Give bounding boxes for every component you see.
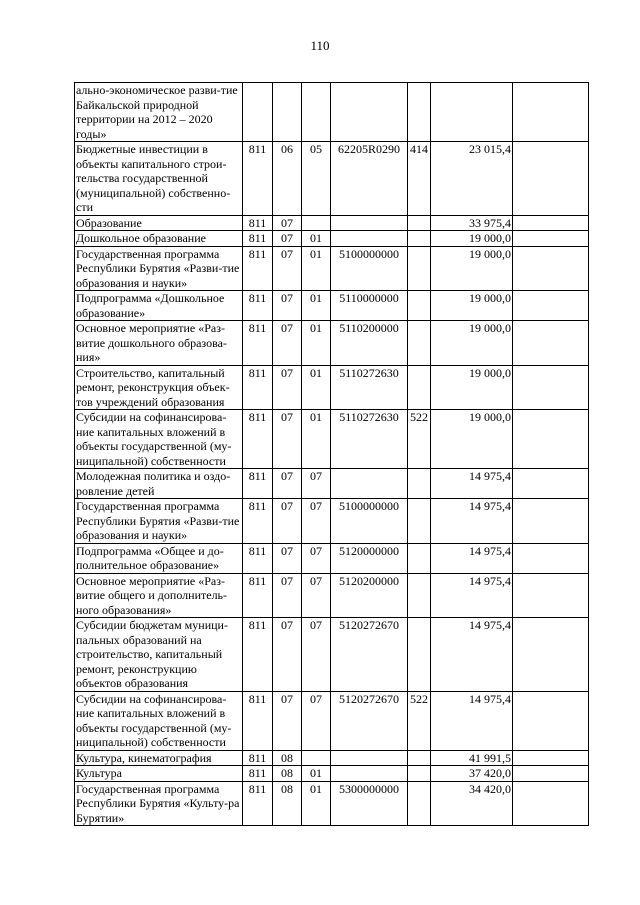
- grbs-code-cell: [243, 83, 273, 142]
- empty-cell: [513, 321, 589, 366]
- expense-type-cell: [408, 543, 431, 573]
- section-code-cell: 07: [273, 499, 302, 544]
- expense-type-cell: 522: [408, 691, 431, 750]
- item-name-cell: Бюджетные инвестиции в объекты капитального строи-тельства государственной (муниципальной) собственно-сти: [75, 142, 243, 216]
- empty-cell: [513, 410, 589, 469]
- target-article-cell: 5300000000: [331, 781, 408, 826]
- item-name-cell: Субсидии бюджетам муници-пальных образований на строительство, капитальный ремонт, реконструкцию объектов образования: [75, 618, 243, 692]
- item-name-cell: ально-экономическое разви-тие Байкальской природной территории на 2012 – 2020 годы»: [75, 83, 243, 142]
- amount-cell: 23 015,4: [431, 142, 513, 216]
- section-code-cell: 07: [273, 231, 302, 247]
- subsection-code-cell: [302, 750, 331, 766]
- item-name-cell: Субсидии на софинансирова-ние капитальных вложений в объекты государственной (му-ниципальной) собственности: [75, 691, 243, 750]
- item-name-cell: Подпрограмма «Дошкольное образование»: [75, 291, 243, 321]
- table-row: [75, 691, 589, 750]
- subsection-code-cell: 01: [302, 781, 331, 826]
- expense-type-cell: [408, 766, 431, 782]
- table-row: [75, 543, 589, 573]
- subsection-code-cell: 01: [302, 766, 331, 782]
- empty-cell: [513, 215, 589, 231]
- amount-cell: 19 000,0: [431, 231, 513, 247]
- expense-type-cell: [408, 573, 431, 618]
- grbs-code-cell: 811: [243, 543, 273, 573]
- expense-type-cell: [408, 246, 431, 291]
- table-row: [75, 321, 589, 366]
- section-code-cell: 08: [273, 766, 302, 782]
- expense-type-cell: 414: [408, 142, 431, 216]
- section-code-cell: 07: [273, 618, 302, 692]
- section-code-cell: 07: [273, 246, 302, 291]
- amount-cell: 19 000,0: [431, 321, 513, 366]
- table-row: [75, 231, 589, 247]
- section-code-cell: [273, 83, 302, 142]
- table-row: [75, 573, 589, 618]
- grbs-code-cell: 811: [243, 781, 273, 826]
- section-code-cell: 08: [273, 750, 302, 766]
- target-article-cell: 5100000000: [331, 499, 408, 544]
- subsection-code-cell: 01: [302, 231, 331, 247]
- item-name-cell: Субсидии на софинансирова-ние капитальных вложений в объекты государственной (му-ниципальной) собственности: [75, 410, 243, 469]
- subsection-code-cell: 01: [302, 291, 331, 321]
- target-article-cell: [331, 469, 408, 499]
- subsection-code-cell: [302, 215, 331, 231]
- section-code-cell: 07: [273, 573, 302, 618]
- amount-cell: [431, 83, 513, 142]
- expense-type-cell: [408, 291, 431, 321]
- subsection-code-cell: 07: [302, 573, 331, 618]
- empty-cell: [513, 231, 589, 247]
- target-article-cell: [331, 83, 408, 142]
- expense-type-cell: [408, 499, 431, 544]
- target-article-cell: 5120200000: [331, 573, 408, 618]
- subsection-code-cell: 07: [302, 499, 331, 544]
- expense-type-cell: [408, 750, 431, 766]
- target-article-cell: [331, 215, 408, 231]
- target-article-cell: 5120272670: [331, 691, 408, 750]
- expense-type-cell: [408, 83, 431, 142]
- expense-type-cell: [408, 231, 431, 247]
- empty-cell: [513, 750, 589, 766]
- subsection-code-cell: 07: [302, 618, 331, 692]
- grbs-code-cell: 811: [243, 215, 273, 231]
- item-name-cell: Государственная программа Республики Бурятия «Разви-тие образования и науки»: [75, 499, 243, 544]
- section-code-cell: 07: [273, 410, 302, 469]
- empty-cell: [513, 691, 589, 750]
- grbs-code-cell: 811: [243, 365, 273, 410]
- amount-cell: 19 000,0: [431, 410, 513, 469]
- empty-cell: [513, 543, 589, 573]
- target-article-cell: [331, 750, 408, 766]
- table-row: [75, 750, 589, 766]
- section-code-cell: 06: [273, 142, 302, 216]
- table-row: [75, 469, 589, 499]
- section-code-cell: 07: [273, 365, 302, 410]
- item-name-cell: Подпрограмма «Общее и до-полнительное образование»: [75, 543, 243, 573]
- target-article-cell: [331, 231, 408, 247]
- expense-type-cell: [408, 618, 431, 692]
- item-name-cell: Строительство, капитальный ремонт, реконструкция объек-тов учреждений образования: [75, 365, 243, 410]
- grbs-code-cell: 811: [243, 691, 273, 750]
- expense-type-cell: [408, 469, 431, 499]
- table-row: [75, 142, 589, 216]
- grbs-code-cell: 811: [243, 246, 273, 291]
- table-row: [75, 781, 589, 826]
- amount-cell: 19 000,0: [431, 246, 513, 291]
- section-code-cell: 07: [273, 321, 302, 366]
- target-article-cell: 5120272670: [331, 618, 408, 692]
- target-article-cell: 5110272630: [331, 365, 408, 410]
- subsection-code-cell: 07: [302, 469, 331, 499]
- grbs-code-cell: 811: [243, 291, 273, 321]
- grbs-code-cell: 811: [243, 321, 273, 366]
- table-row: [75, 246, 589, 291]
- amount-cell: 14 975,4: [431, 691, 513, 750]
- grbs-code-cell: 811: [243, 750, 273, 766]
- empty-cell: [513, 246, 589, 291]
- target-article-cell: 5110000000: [331, 291, 408, 321]
- table-row: [75, 410, 589, 469]
- table-row: [75, 618, 589, 692]
- grbs-code-cell: 811: [243, 410, 273, 469]
- grbs-code-cell: 811: [243, 618, 273, 692]
- section-code-cell: 08: [273, 781, 302, 826]
- section-code-cell: 07: [273, 215, 302, 231]
- empty-cell: [513, 781, 589, 826]
- amount-cell: 19 000,0: [431, 291, 513, 321]
- table-row: [75, 365, 589, 410]
- amount-cell: 34 420,0: [431, 781, 513, 826]
- target-article-cell: 62205R0290: [331, 142, 408, 216]
- amount-cell: 14 975,4: [431, 618, 513, 692]
- amount-cell: 33 975,4: [431, 215, 513, 231]
- grbs-code-cell: 811: [243, 469, 273, 499]
- table-row: [75, 291, 589, 321]
- item-name-cell: Государственная программа Республики Бурятия «Разви-тие образования и науки»: [75, 246, 243, 291]
- item-name-cell: Дошкольное образование: [75, 231, 243, 247]
- budget-table-body: [75, 83, 589, 826]
- table-row: [75, 499, 589, 544]
- amount-cell: 19 000,0: [431, 365, 513, 410]
- section-code-cell: 07: [273, 291, 302, 321]
- amount-cell: 14 975,4: [431, 543, 513, 573]
- section-code-cell: 07: [273, 469, 302, 499]
- empty-cell: [513, 618, 589, 692]
- target-article-cell: 5110200000: [331, 321, 408, 366]
- empty-cell: [513, 573, 589, 618]
- expense-type-cell: [408, 781, 431, 826]
- section-code-cell: 07: [273, 543, 302, 573]
- target-article-cell: 5120000000: [331, 543, 408, 573]
- empty-cell: [513, 365, 589, 410]
- grbs-code-cell: 811: [243, 766, 273, 782]
- page-number: 110: [310, 38, 330, 53]
- expense-type-cell: 522: [408, 410, 431, 469]
- budget-table: [74, 82, 589, 826]
- table-row: [75, 215, 589, 231]
- subsection-code-cell: 01: [302, 410, 331, 469]
- item-name-cell: Образование: [75, 215, 243, 231]
- expense-type-cell: [408, 321, 431, 366]
- subsection-code-cell: [302, 83, 331, 142]
- subsection-code-cell: 01: [302, 321, 331, 366]
- empty-cell: [513, 766, 589, 782]
- item-name-cell: Культура, кинематография: [75, 750, 243, 766]
- empty-cell: [513, 142, 589, 216]
- table-row: [75, 83, 589, 142]
- item-name-cell: Молодежная политика и оздо-ровление детей: [75, 469, 243, 499]
- amount-cell: 41 991,5: [431, 750, 513, 766]
- section-code-cell: 07: [273, 691, 302, 750]
- grbs-code-cell: 811: [243, 142, 273, 216]
- empty-cell: [513, 499, 589, 544]
- subsection-code-cell: 01: [302, 365, 331, 410]
- item-name-cell: Основное мероприятие «Раз-витие общего и дополнитель-ного образования»: [75, 573, 243, 618]
- grbs-code-cell: 811: [243, 231, 273, 247]
- target-article-cell: 5100000000: [331, 246, 408, 291]
- grbs-code-cell: 811: [243, 499, 273, 544]
- empty-cell: [513, 469, 589, 499]
- empty-cell: [513, 83, 589, 142]
- item-name-cell: Государственная программа Республики Бурятия «Культу-ра Бурятии»: [75, 781, 243, 826]
- empty-cell: [513, 291, 589, 321]
- subsection-code-cell: 07: [302, 543, 331, 573]
- target-article-cell: [331, 766, 408, 782]
- expense-type-cell: [408, 215, 431, 231]
- grbs-code-cell: 811: [243, 573, 273, 618]
- amount-cell: 14 975,4: [431, 499, 513, 544]
- amount-cell: 14 975,4: [431, 469, 513, 499]
- expense-type-cell: [408, 365, 431, 410]
- item-name-cell: Культура: [75, 766, 243, 782]
- amount-cell: 37 420,0: [431, 766, 513, 782]
- amount-cell: 14 975,4: [431, 573, 513, 618]
- subsection-code-cell: 01: [302, 246, 331, 291]
- table-row: [75, 766, 589, 782]
- item-name-cell: Основное мероприятие «Раз-витие дошкольного образова-ния»: [75, 321, 243, 366]
- target-article-cell: 5110272630: [331, 410, 408, 469]
- subsection-code-cell: 07: [302, 691, 331, 750]
- subsection-code-cell: 05: [302, 142, 331, 216]
